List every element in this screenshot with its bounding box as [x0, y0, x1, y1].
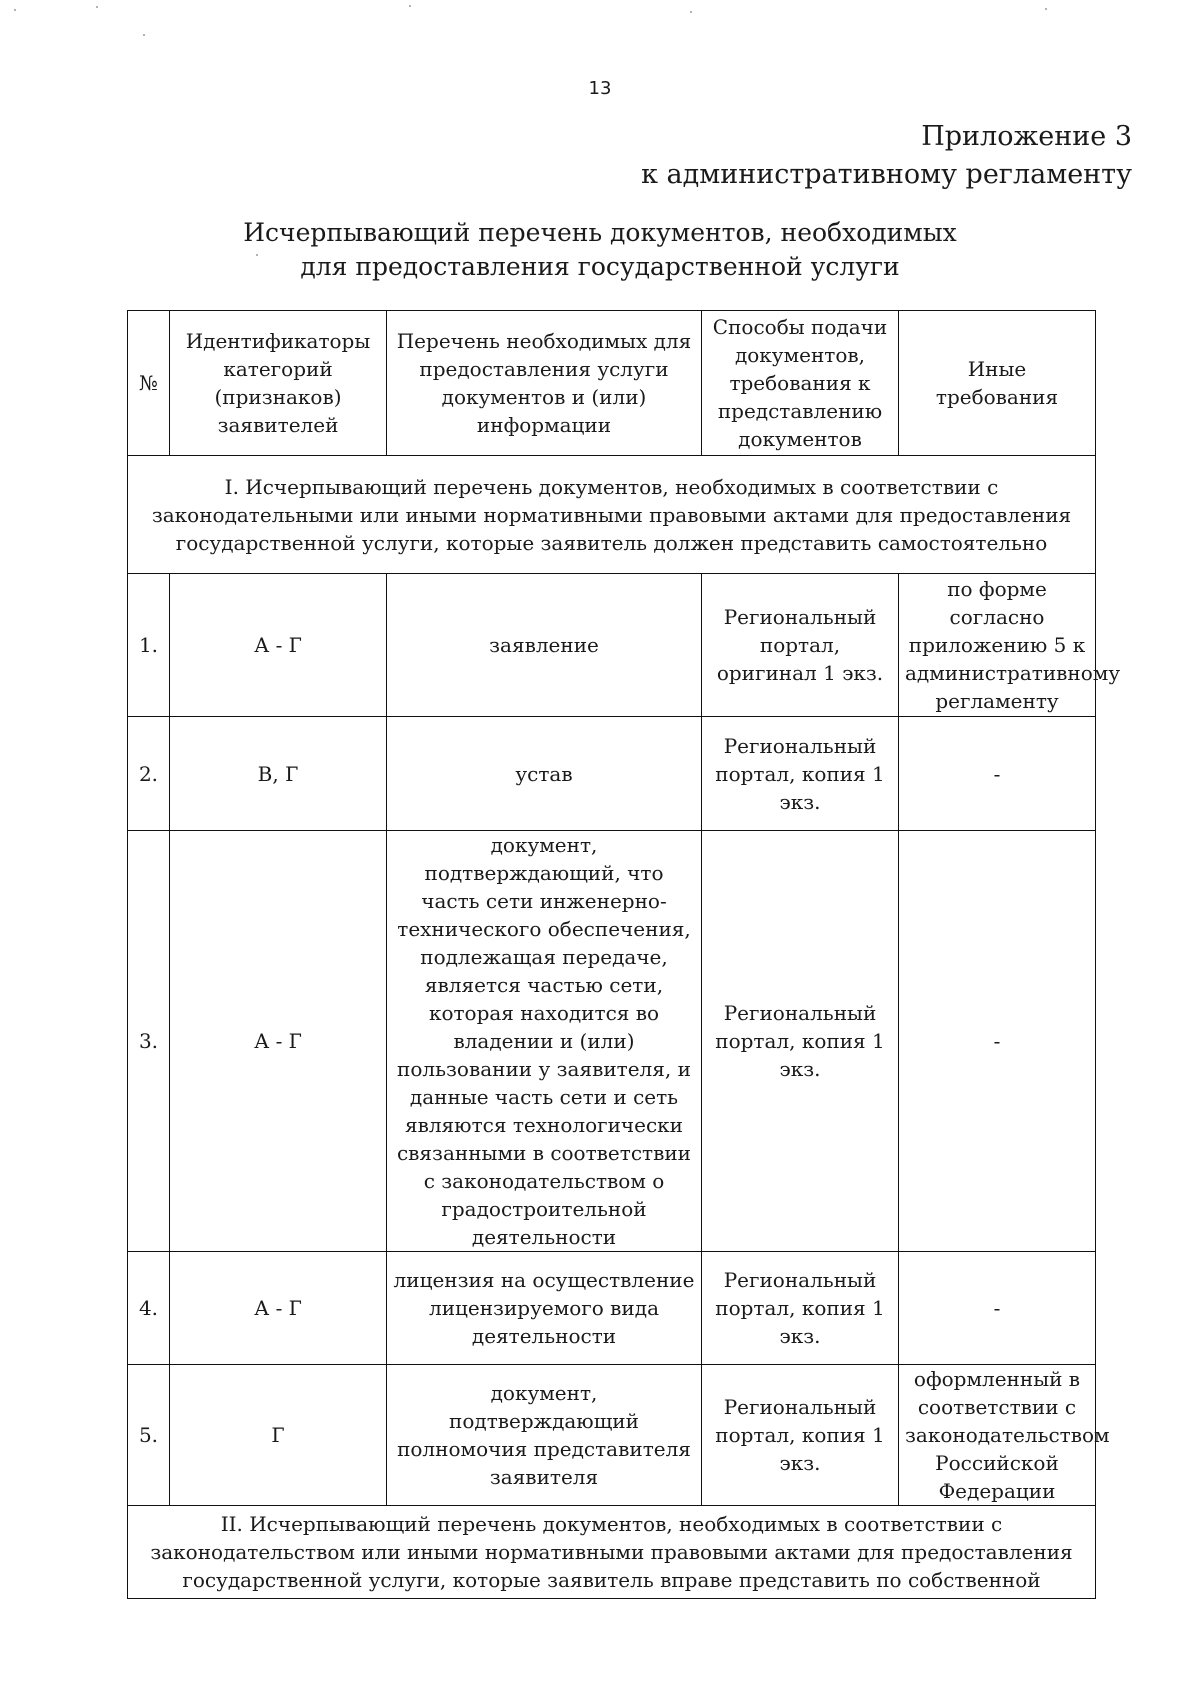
row-document: документ, подтверждающий, что часть сети инженерно-технического обеспечения, подлежащая передаче, является частью сети, которая находится во владении и (или) пользовании у заявителя, и данные часть сети и сеть являются технологически связанными в соответствии с законодательством о градостроительной деятельности	[387, 831, 702, 1252]
row-method: Региональный портал, оригинал 1 экз.	[702, 574, 899, 717]
appendix-note	[641, 118, 1132, 194]
header-identifiers: Идентификаторы категорий (признаков) заявителей	[170, 311, 387, 456]
header-other: Иные требования	[899, 311, 1096, 456]
header-documents: Перечень необходимых для предоставления услуги документов и (или) информации	[387, 311, 702, 456]
row-other: -	[899, 831, 1096, 1252]
section-2-heading: II. Исчерпывающий перечень документов, необходимых в соответствии с законодательством или иными нормативными правовыми актами для предоставления государственной услуги, которые заявитель вправе представить по собственной	[128, 1506, 1096, 1599]
table-row	[128, 1365, 1096, 1506]
scan-speck	[14, 9, 16, 11]
table-row	[128, 717, 1096, 831]
header-number: №	[128, 311, 170, 456]
table-row	[128, 574, 1096, 717]
section-1-heading: I. Исчерпывающий перечень документов, необходимых в соответствии с законодательными или иными нормативными правовыми актами для предоставления государственной услуги, которые заявитель должен представить самостоятельно	[128, 456, 1096, 574]
row-document: документ, подтверждающий полномочия представителя заявителя	[387, 1365, 702, 1506]
row-other: -	[899, 1252, 1096, 1365]
row-number: 5.	[128, 1365, 170, 1506]
row-number: 2.	[128, 717, 170, 831]
documents-table	[127, 310, 1121, 1599]
row-identifiers: Г	[170, 1365, 387, 1506]
scan-speck	[143, 34, 145, 36]
title-line-2: для предоставления государственной услуги	[300, 252, 900, 281]
section-row	[128, 456, 1096, 574]
row-method: Региональный портал, копия 1 экз.	[702, 1365, 899, 1506]
row-identifiers: А - Г	[170, 831, 387, 1252]
row-document: лицензия на осуществление лицензируемого вида деятельности	[387, 1252, 702, 1365]
row-document: устав	[387, 717, 702, 831]
row-document: заявление	[387, 574, 702, 717]
row-number: 1.	[128, 574, 170, 717]
scan-speck	[96, 6, 98, 8]
table-row	[128, 1252, 1096, 1365]
title-line-1: Исчерпывающий перечень документов, необходимых	[243, 218, 957, 247]
appendix-line-2: к административному регламенту	[641, 159, 1132, 190]
row-number: 4.	[128, 1252, 170, 1365]
appendix-line-1: Приложение 3	[921, 121, 1132, 152]
page-number: 13	[588, 78, 612, 99]
row-other: -	[899, 717, 1096, 831]
row-identifiers: А - Г	[170, 574, 387, 717]
row-identifiers: А - Г	[170, 1252, 387, 1365]
header-methods: Способы подачи документов, требования к представлению документов	[702, 311, 899, 456]
row-other: по форме согласно приложению 5 к административному регламенту	[899, 574, 1096, 717]
row-method: Региональный портал, копия 1 экз.	[702, 717, 899, 831]
row-identifiers: В, Г	[170, 717, 387, 831]
section-row	[128, 1506, 1096, 1599]
row-method: Региональный портал, копия 1 экз.	[702, 831, 899, 1252]
row-method: Региональный портал, копия 1 экз.	[702, 1252, 899, 1365]
row-other: оформленный в соответствии с законодательством Российской Федерации	[899, 1365, 1096, 1506]
scan-speck	[1045, 8, 1047, 10]
scan-speck	[409, 5, 411, 7]
scan-speck	[690, 11, 692, 13]
document-title	[0, 216, 1200, 284]
table-row	[128, 831, 1096, 1252]
row-number: 3.	[128, 831, 170, 1252]
table-header-row	[128, 311, 1096, 456]
